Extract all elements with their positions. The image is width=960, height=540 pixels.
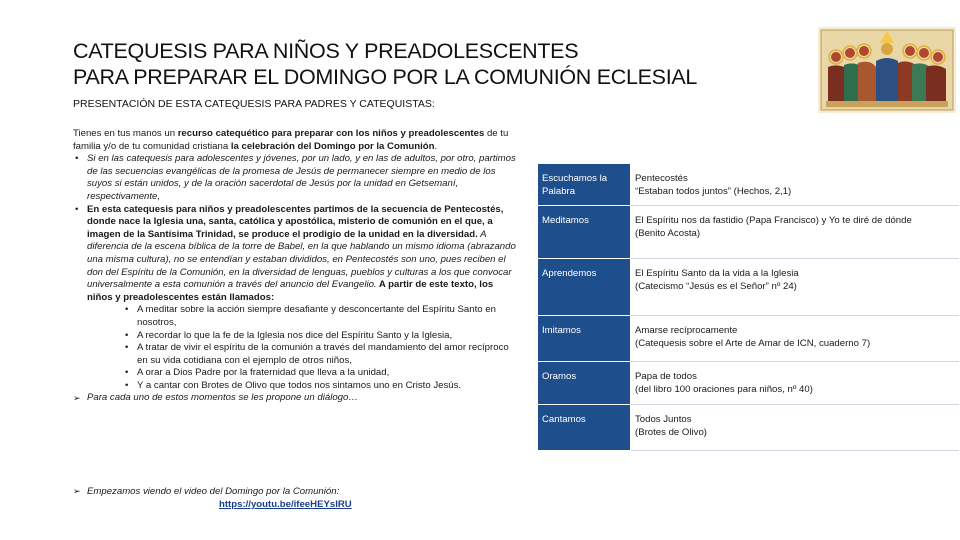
resource-cell: El Espíritu nos da fastidio (Papa Francisco) y Yo te diré de dónde (Benito Acosta) xyxy=(631,206,959,259)
table-row xyxy=(538,164,959,206)
intro-bullets xyxy=(73,153,518,392)
moment-cell: Meditamos xyxy=(538,206,631,259)
list-item: • Si en las catequesis para adolescentes y jóvenes, por un lado, y en las de adultos, por otro, partimos de las secuencias evangélicas de la promesa de Jesús de permanecer siempre en medio de los suyos si están unidos, y de la oración sacerdotal de Jesús por la unidad en Getsemaní, respectivamente, xyxy=(73,153,518,203)
sub-bullets xyxy=(87,304,518,392)
title-line-2: PARA PREPARAR EL DOMINGO POR LA COMUNIÓN ECLESIAL xyxy=(73,65,698,89)
title-line-1: CATEQUESIS PARA NIÑOS Y PREADOLESCENTES xyxy=(73,39,579,63)
moment-cell: Imitamos xyxy=(538,316,631,362)
table-row xyxy=(538,206,959,259)
resource-cell: Pentecostés “Estaban todos juntos” (Hechos, 2,1) xyxy=(631,164,959,206)
moment-cell: Oramos xyxy=(538,362,631,405)
resource-cell: Amarse recíprocamente (Catequesis sobre el Arte de Amar de ICN, cuaderno 7) xyxy=(631,316,959,362)
moment-cell: Aprendemos xyxy=(538,259,631,316)
table-row xyxy=(538,405,959,451)
moment-cell: Cantamos xyxy=(538,405,631,451)
list-item: • A tratar de vivir el espíritu de la comunión a través del mandamiento del amor recíproco en su vida cotidiana con el ejemplo de otros niños, xyxy=(123,342,518,367)
list-item: • A meditar sobre la acción siempre desafiante y desconcertante del Espíritu Santo en nosotros, xyxy=(123,304,518,329)
pentecost-icon xyxy=(818,27,956,113)
list-item: • Y a cantar con Brotes de Olivo que todos nos sintamos uno en Cristo Jesús. xyxy=(123,380,518,393)
resource-cell: Todos Juntos (Brotes de Olivo) xyxy=(631,405,959,451)
section-subtitle: PRESENTACIÓN DE ESTA CATEQUESIS PARA PADRES Y CATEQUISTAS: xyxy=(73,98,435,110)
video-link[interactable]: https://youtu.be/ifeeHEYsIRU xyxy=(219,499,352,510)
intro-text xyxy=(73,128,518,405)
list-item: • A recordar lo que la fe de la Iglesia nos dice del Espíritu Santo y la Iglesia, xyxy=(123,330,518,343)
table-row xyxy=(538,316,959,362)
moments-table xyxy=(537,163,959,451)
video-label: ➢ Empezamos viendo el video del Domingo por la Comunión: xyxy=(73,485,518,498)
intro-paragraph: Tienes en tus manos un recurso catequético para preparar con los niños y preadolescentes de tu familia y/o de tu comunidad cristiana la celebración del Domingo por la Comunión. xyxy=(73,128,509,152)
table-row xyxy=(538,259,959,316)
video-section xyxy=(73,485,518,511)
resource-cell: Papa de todos (del libro 100 oraciones para niños, nº 40) xyxy=(631,362,959,405)
moment-cell: Escuchamos la Palabra xyxy=(538,164,631,206)
list-item: • A orar a Dios Padre por la fraternidad que lleva a la unidad, xyxy=(123,367,518,380)
list-item: • En esta catequesis para niños y preadolescentes partimos de la secuencia de Pentecostés, donde nace la Iglesia una, santa, católica y apostólica, misterio de comunión en el que, a imagen de la Santísima Trinidad, se produce el prodigio de la unidad en la diversidad. A diferencia de la escena bíblica de la torre de Babel, en la que hablando un mismo idioma (abrazando una misma cultura), no se entendían y estaban divididos, en Pentecostés son uno, pues reciben el don del Espíritu de la Comunión, en la diversidad de lenguas, pueblos y culturas a los que convocar universalmente a esta comunión a través del anuncio del Evangelio. A partir de este texto, los niños y preadolescentes están llamados: • A meditar sobre la acción siempre desafiante y desconcertante del Espíritu Santo en nosotros, • A recordar lo que la fe de la Iglesia nos dice del Espíritu Santo y la Iglesia, • A tratar de vivir el espíritu de la comunión a través del mandamiento del amor recíproco en su vida cotidiana con el ejemplo de otros niños, • A orar a Dios Padre por la fraternidad que lleva a la unidad, • Y a cantar con Brotes de Olivo que todos nos sintamos uno en Cristo Jesús. xyxy=(73,204,518,393)
page-title xyxy=(73,38,773,90)
table-row xyxy=(538,362,959,405)
closing-note: ➢ Para cada uno de estos momentos se les propone un diálogo… xyxy=(73,392,518,405)
resource-cell: El Espíritu Santo da la vida a la Iglesia (Catecismo “Jesús es el Señor” nº 24) xyxy=(631,259,959,316)
